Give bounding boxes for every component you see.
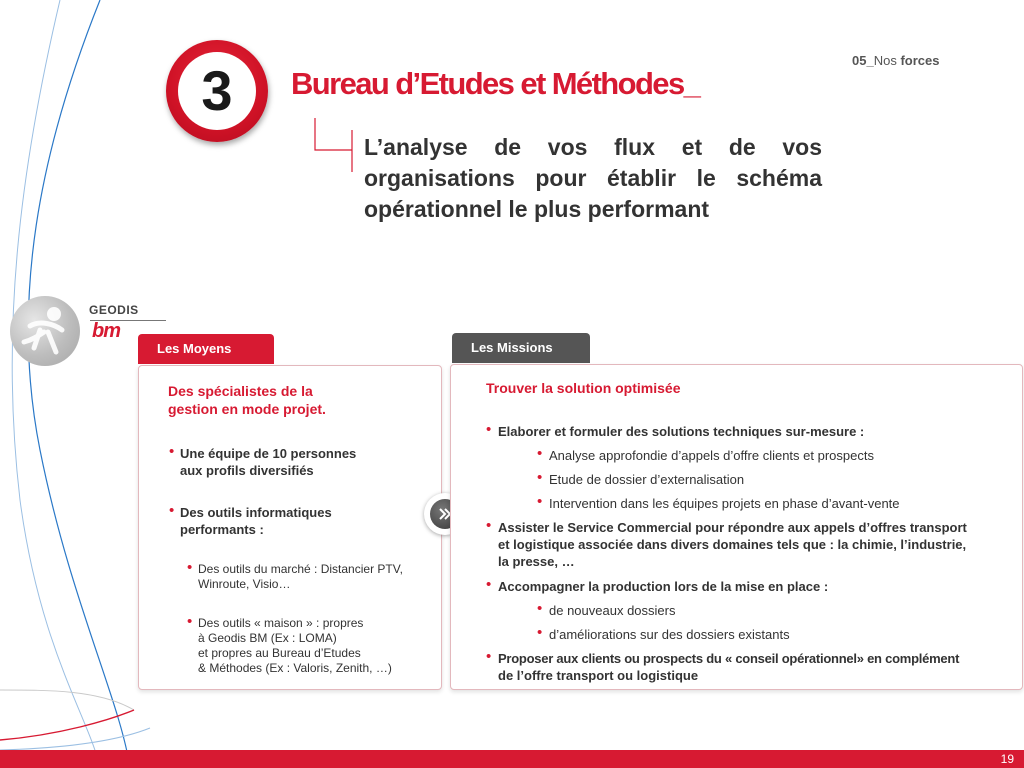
tab-les-moyens: Les Moyens (138, 334, 274, 364)
bullet-icon: • (537, 624, 543, 641)
missions-heading: Trouver la solution optimisée (486, 380, 681, 396)
moyens-heading-line-1: Des spécialistes de la (168, 383, 313, 399)
geodis-logo-emblem (10, 296, 80, 366)
mission-3: Accompagner la production lors de la mise en place : (498, 579, 829, 594)
page-number: 19 (1000, 752, 1014, 766)
bullet-icon: • (187, 559, 193, 576)
moyens-bullet-2-line-2: performants : (180, 522, 264, 537)
bullet-icon: • (486, 576, 492, 593)
runner-icon (10, 296, 80, 366)
moyens-bullet-2-line-1: Des outils informatiques (180, 505, 332, 520)
bullet-icon: • (486, 517, 492, 534)
page-title: Bureau d’Etudes et Méthodes_ (291, 66, 700, 101)
section-number-badge (166, 40, 268, 142)
mission-1: Elaborer et formuler des solutions techniques sur-mesure : (498, 424, 865, 439)
moyens-bullet-1-line-1: Une équipe de 10 personnes (180, 446, 357, 461)
mission-2-line-1: Assister le Service Commercial pour répondre aux appels d’offres transport (498, 520, 967, 535)
bullet-icon: • (537, 469, 543, 486)
geodis-logo-text: GEODIS (89, 303, 139, 317)
moyens-heading-line-2: gestion en mode projet. (168, 401, 326, 417)
bullet-icon: • (537, 600, 543, 617)
moyens-sub-2-line-3: et propres au Bureau d’Etudes (198, 646, 361, 660)
moyens-sub-2-line-4: & Méthodes (Ex : Valoris, Zenith, …) (198, 661, 392, 675)
section-word-2: forces (900, 53, 940, 68)
tab-les-missions: Les Missions (452, 333, 590, 363)
bullet-icon: • (169, 443, 175, 460)
mission-1-sub-2: Etude de dossier d’externalisation (549, 472, 745, 487)
mission-1-sub-3: Intervention dans les équipes projets en phase d’avant-vente (549, 496, 900, 511)
bullet-icon: • (537, 445, 543, 462)
moyens-sub-1-line-2: Winroute, Visio… (198, 577, 291, 591)
moyens-sub-2-line-1: Des outils « maison » : propres (198, 616, 364, 630)
mission-2-line-3: la presse, … (498, 554, 575, 569)
bullet-icon: • (486, 648, 492, 665)
mission-1-sub-1: Analyse approfondie d’appels d’offre clients et prospects (549, 448, 874, 463)
bullet-icon: • (169, 502, 175, 519)
mission-4-line-2: de l’offre transport ou logistique (498, 668, 699, 683)
bullet-icon: • (486, 421, 492, 438)
section-number: 05_ (852, 53, 874, 68)
bullet-icon: • (537, 493, 543, 510)
mission-4-line-1: Proposer aux clients ou prospects du « conseil opérationnel» en complément (498, 651, 960, 666)
moyens-sub-2-line-2: à Geodis BM (Ex : LOMA) (198, 631, 337, 645)
moyens-bullet-1-line-2: aux profils diversifiés (180, 463, 314, 478)
badge-number: 3 (201, 59, 233, 122)
mission-2-line-2: et logistique associée dans divers domaines tels que : la chimie, l’industrie, (498, 537, 967, 552)
bullet-icon: • (187, 613, 193, 630)
mission-3-sub-2: d’améliorations sur des dossiers existants (549, 627, 790, 642)
mission-3-sub-1: de nouveaux dossiers (549, 603, 676, 618)
page-subtitle: L’analyse de vos flux et de vos organisations pour établir le schéma opérationnel le plus performant (364, 134, 822, 222)
section-word-1: Nos (873, 53, 897, 68)
section-reference (852, 53, 939, 68)
moyens-sub-1-line-1: Des outils du marché : Distancier PTV, (198, 562, 403, 576)
bm-logo-text: bm (92, 320, 120, 342)
badge-inner (178, 52, 256, 130)
footer-bar (0, 750, 1024, 768)
